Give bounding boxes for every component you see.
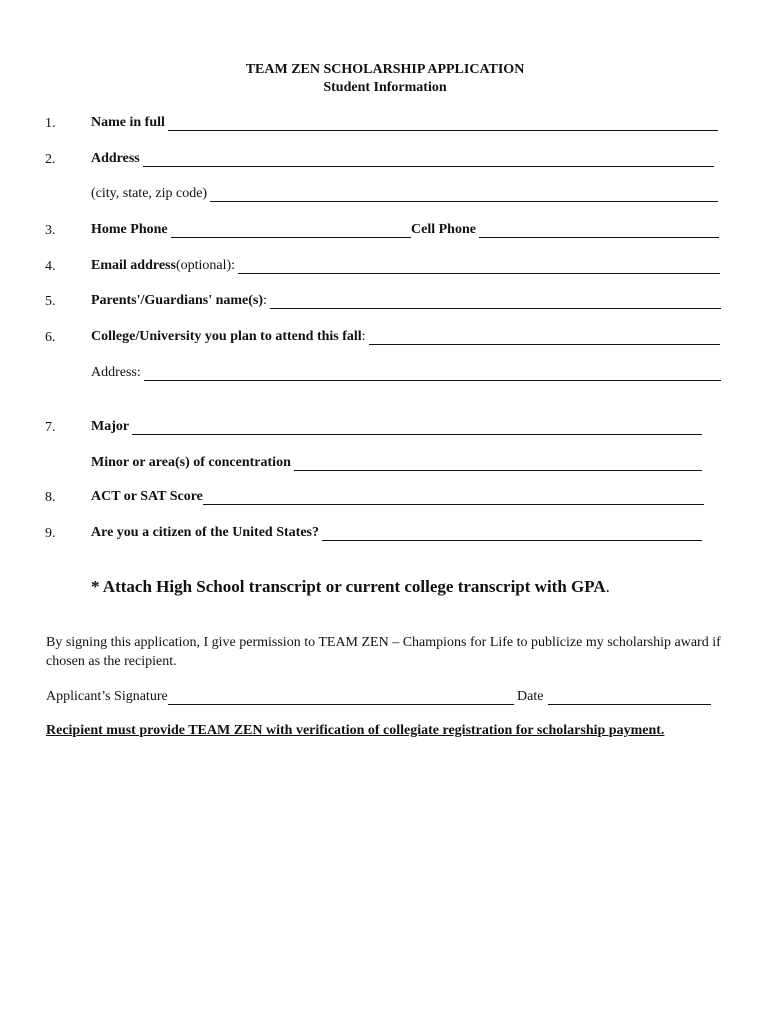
college-label: College/University you plan to attend this fall bbox=[91, 329, 362, 344]
date-label: Date bbox=[517, 689, 544, 704]
verification-note: Recipient must provide TEAM ZEN with verification of collegiate registration for scholarship payment. bbox=[46, 723, 665, 738]
college-address-row bbox=[91, 365, 721, 381]
college-field[interactable] bbox=[369, 332, 720, 345]
signature-label: Applicant’s Signature bbox=[46, 689, 168, 704]
name-row bbox=[91, 115, 718, 131]
address-label: Address bbox=[91, 151, 140, 166]
permission-paragraph: By signing this application, I give permission to TEAM ZEN – Champions for Life to publicize my scholarship award if chosen as the recipient. bbox=[46, 635, 721, 669]
signature-row bbox=[46, 689, 514, 705]
score-label: ACT or SAT Score bbox=[91, 489, 203, 504]
score-row bbox=[91, 489, 704, 505]
email-field[interactable] bbox=[238, 261, 720, 274]
home-phone-row bbox=[91, 222, 411, 238]
item-number-5: 5. bbox=[45, 294, 56, 309]
parents-colon: : bbox=[263, 293, 267, 308]
item-number-2: 2. bbox=[45, 152, 56, 167]
cell-phone-label: Cell Phone bbox=[411, 222, 476, 237]
college-address-label: Address: bbox=[91, 365, 141, 380]
home-phone-label: Home Phone bbox=[91, 222, 168, 237]
parents-row bbox=[91, 293, 721, 309]
cell-phone-row bbox=[411, 222, 719, 238]
parents-label: Parents'/Guardians' name(s) bbox=[91, 293, 264, 308]
item-number-3: 3. bbox=[45, 223, 56, 238]
form-title: TEAM ZEN SCHOLARSHIP APPLICATION bbox=[245, 62, 525, 77]
city-row bbox=[91, 186, 718, 202]
item-number-9: 9. bbox=[45, 526, 56, 541]
minor-label: Minor or area(s) of concentration bbox=[91, 455, 291, 470]
item-number-4: 4. bbox=[45, 259, 56, 274]
email-label: Email address bbox=[91, 258, 176, 273]
minor-field[interactable] bbox=[294, 458, 702, 471]
signature-field[interactable] bbox=[168, 692, 514, 705]
score-field[interactable] bbox=[203, 492, 704, 505]
email-optional-label: (optional): bbox=[175, 258, 236, 273]
citizen-field[interactable] bbox=[322, 528, 702, 541]
date-field[interactable] bbox=[548, 692, 711, 705]
cell-phone-field[interactable] bbox=[479, 225, 719, 238]
attach-transcript-text: * Attach High School transcript or current college transcript with GPA bbox=[91, 577, 606, 596]
attach-transcript-note bbox=[91, 577, 610, 597]
major-field[interactable] bbox=[132, 422, 702, 435]
name-field[interactable] bbox=[168, 118, 718, 131]
citizen-row bbox=[91, 525, 702, 541]
item-number-6: 6. bbox=[45, 330, 56, 345]
name-label: Name in full bbox=[91, 115, 165, 130]
city-state-zip-label: (city, state, zip code) bbox=[91, 186, 208, 201]
item-number-7: 7. bbox=[45, 420, 56, 435]
citizen-label: Are you a citizen of the United States? bbox=[91, 525, 319, 540]
college-row bbox=[91, 329, 720, 345]
attach-period: . bbox=[605, 577, 610, 596]
item-number-8: 8. bbox=[45, 490, 56, 505]
minor-row bbox=[91, 455, 702, 471]
home-phone-field[interactable] bbox=[171, 225, 411, 238]
major-label: Major bbox=[91, 419, 130, 434]
major-row bbox=[91, 419, 702, 435]
city-state-zip-field[interactable] bbox=[210, 189, 718, 202]
college-colon: : bbox=[361, 329, 366, 344]
college-address-field[interactable] bbox=[144, 368, 721, 381]
address-row bbox=[91, 151, 714, 167]
email-row bbox=[91, 258, 720, 274]
date-row bbox=[517, 689, 711, 705]
item-number-1: 1. bbox=[45, 116, 56, 131]
form-subtitle: Student Information bbox=[323, 80, 447, 95]
address-field[interactable] bbox=[143, 154, 714, 167]
parents-field[interactable] bbox=[270, 296, 721, 309]
